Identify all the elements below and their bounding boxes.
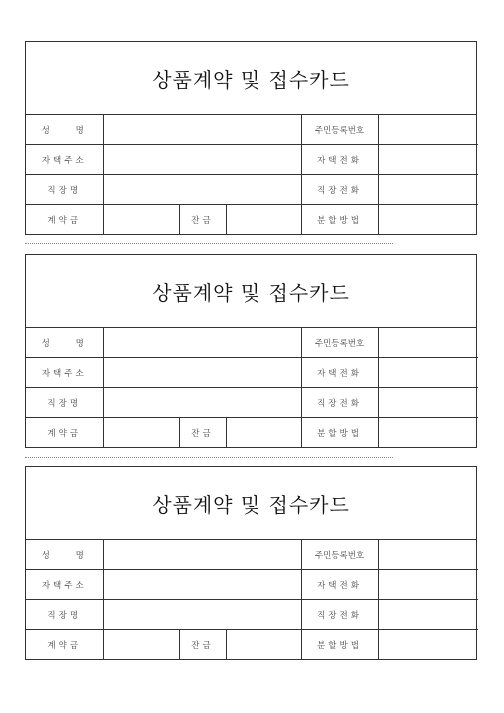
card-title: 상품계약 및 접수카드 [26, 467, 476, 540]
work-phone-label: 직장전화 [301, 600, 378, 630]
workplace-label: 직장명 [26, 600, 103, 630]
cut-line [25, 457, 393, 458]
balance-label: 잔금 [179, 630, 226, 660]
balance-field[interactable] [226, 418, 301, 448]
balance-field[interactable] [226, 630, 301, 660]
home-address-field[interactable] [103, 145, 301, 175]
card-form-table [26, 540, 478, 659]
installment-method-field[interactable] [378, 630, 478, 660]
workplace-label: 직장명 [26, 175, 103, 205]
card-form-table [26, 115, 478, 234]
contract-amount-label: 계약금 [26, 418, 103, 448]
work-phone-label: 직장전화 [301, 388, 378, 418]
home-phone-field[interactable] [378, 358, 478, 388]
contract-amount-field[interactable] [103, 630, 179, 660]
contract-amount-field[interactable] [103, 205, 179, 235]
installment-method-label: 분할방법 [301, 630, 378, 660]
contract-card-1 [25, 41, 477, 235]
balance-field[interactable] [226, 205, 301, 235]
table-row [26, 328, 478, 358]
home-address-label: 자택주소 [26, 570, 103, 600]
table-row [26, 145, 478, 175]
table-row [26, 418, 478, 448]
workplace-field[interactable] [103, 388, 301, 418]
card-title: 상품계약 및 접수카드 [26, 255, 476, 328]
work-phone-field[interactable] [378, 388, 478, 418]
balance-label: 잔금 [179, 418, 226, 448]
installment-method-label: 분할방법 [301, 418, 378, 448]
workplace-field[interactable] [103, 600, 301, 630]
resident-no-label: 주민등록번호 [301, 540, 378, 570]
name-label: 성 명 [26, 115, 103, 145]
table-row [26, 205, 478, 235]
name-field[interactable] [103, 540, 301, 570]
name-field[interactable] [103, 115, 301, 145]
contract-card-2 [25, 254, 477, 448]
table-row [26, 630, 478, 660]
name-label: 성 명 [26, 540, 103, 570]
work-phone-label: 직장전화 [301, 175, 378, 205]
resident-no-field[interactable] [378, 328, 478, 358]
home-phone-label: 자택전화 [301, 570, 378, 600]
home-address-label: 자택주소 [26, 145, 103, 175]
home-phone-field[interactable] [378, 570, 478, 600]
resident-no-field[interactable] [378, 115, 478, 145]
table-row [26, 175, 478, 205]
work-phone-field[interactable] [378, 175, 478, 205]
workplace-label: 직장명 [26, 388, 103, 418]
cut-line [25, 243, 393, 244]
table-row [26, 115, 478, 145]
table-row [26, 570, 478, 600]
home-phone-label: 자택전화 [301, 145, 378, 175]
table-row [26, 540, 478, 570]
work-phone-field[interactable] [378, 600, 478, 630]
name-field[interactable] [103, 328, 301, 358]
table-row [26, 388, 478, 418]
installment-method-field[interactable] [378, 205, 478, 235]
home-phone-label: 자택전화 [301, 358, 378, 388]
contract-card-3 [25, 466, 477, 660]
card-title: 상품계약 및 접수카드 [26, 42, 476, 115]
contract-amount-label: 계약금 [26, 205, 103, 235]
balance-label: 잔금 [179, 205, 226, 235]
table-row [26, 600, 478, 630]
table-row [26, 358, 478, 388]
contract-amount-label: 계약금 [26, 630, 103, 660]
home-address-field[interactable] [103, 358, 301, 388]
home-address-field[interactable] [103, 570, 301, 600]
card-form-table [26, 328, 478, 447]
home-phone-field[interactable] [378, 145, 478, 175]
resident-no-label: 주민등록번호 [301, 328, 378, 358]
installment-method-label: 분할방법 [301, 205, 378, 235]
name-label: 성 명 [26, 328, 103, 358]
contract-amount-field[interactable] [103, 418, 179, 448]
resident-no-label: 주민등록번호 [301, 115, 378, 145]
home-address-label: 자택주소 [26, 358, 103, 388]
workplace-field[interactable] [103, 175, 301, 205]
installment-method-field[interactable] [378, 418, 478, 448]
resident-no-field[interactable] [378, 540, 478, 570]
